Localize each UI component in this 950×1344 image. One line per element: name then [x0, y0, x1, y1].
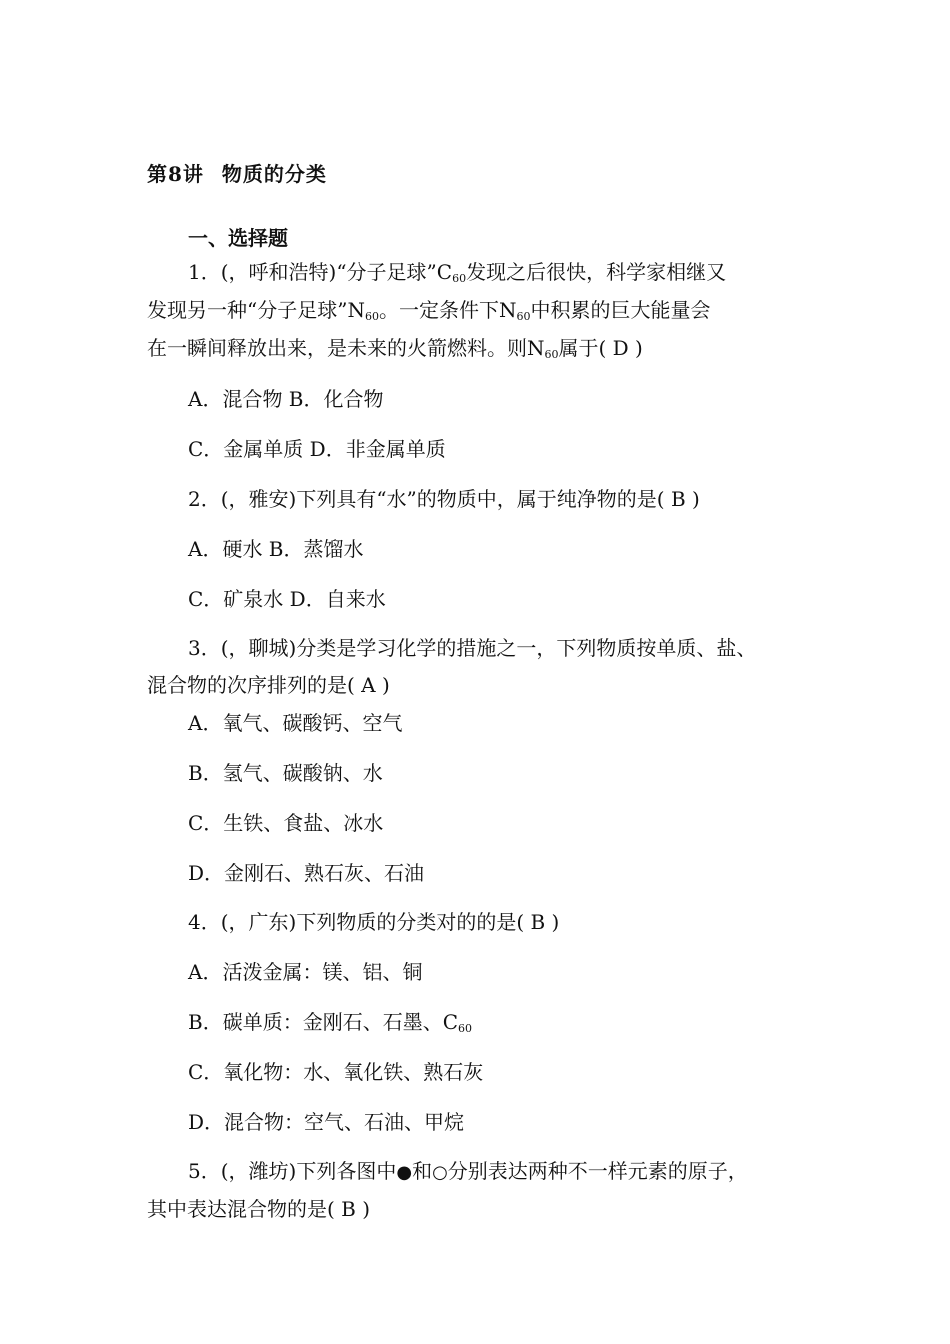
q1-options-cd: C．金属单质 D．非金属单质: [188, 437, 446, 461]
q1-stem-line-2: 发现另一种“分子足球$”N_{60}$。一定条件下$N_{60}$中积累的巨大能量会: [147, 298, 711, 323]
lesson-topic: 物质的分类: [221, 162, 327, 186]
q3-option-a: A．氧气、碳酸钙、空气: [188, 711, 403, 735]
q2-options-ab: A．硬水 B．蒸馏水: [188, 537, 364, 561]
q3-stem-line-2: 混合物的次序排列的是( A ): [147, 673, 390, 697]
q4-option-a: A．活泼金属：镁、铝、铜: [188, 960, 423, 984]
q4-stem: 4．(，广东)下列物质的分类对的的是( B ): [188, 910, 560, 934]
q3-stem-line-1: 3．(，聊城)分类是学习化学的措施之一，下列物质按单质、盐、: [188, 636, 757, 660]
filled-circle-icon: ●: [396, 1162, 413, 1183]
open-circle-icon: ○: [432, 1162, 448, 1183]
section-heading: 一、选择题: [188, 226, 288, 250]
page-title: [147, 158, 327, 187]
q1-options-ab: A．混合物 B．化合物: [188, 387, 384, 411]
q5-stem-line-1: 5．(，潍坊)下列各图中●和○分别表达两种不一样元素的原子，: [188, 1159, 748, 1183]
q5-stem-line-2: 其中表达混合物的是( B ): [147, 1197, 371, 1221]
q2-stem: 2．(，雅安)下列具有“水”的物质中，属于纯净物的是( B ): [188, 487, 700, 511]
q4-option-c: C．氧化物：水、氧化铁、熟石灰: [188, 1060, 484, 1084]
q4-option-d: D．混合物：空气、石油、甲烷: [188, 1110, 465, 1134]
q4-option-b: B．碳单质：金刚石、石墨、$C_{60}$: [188, 1010, 472, 1035]
q1-stem-line-1: 1．(，呼和浩特)“分子足球$”C_{60}$发现之后很快，科学家相继又: [188, 260, 727, 285]
q2-options-cd: C．矿泉水 D．自来水: [188, 587, 386, 611]
lesson-number: 第8讲: [147, 162, 204, 186]
q3-option-d: D．金刚石、熟石灰、石油: [188, 861, 425, 885]
q1-stem-line-3: 在一瞬间释放出来，是未来的火箭燃料。则$N_{60}$属于( D ): [147, 336, 643, 361]
q3-option-b: B．氢气、碳酸钠、水: [188, 761, 383, 785]
q3-option-c: C．生铁、食盐、冰水: [188, 811, 384, 835]
